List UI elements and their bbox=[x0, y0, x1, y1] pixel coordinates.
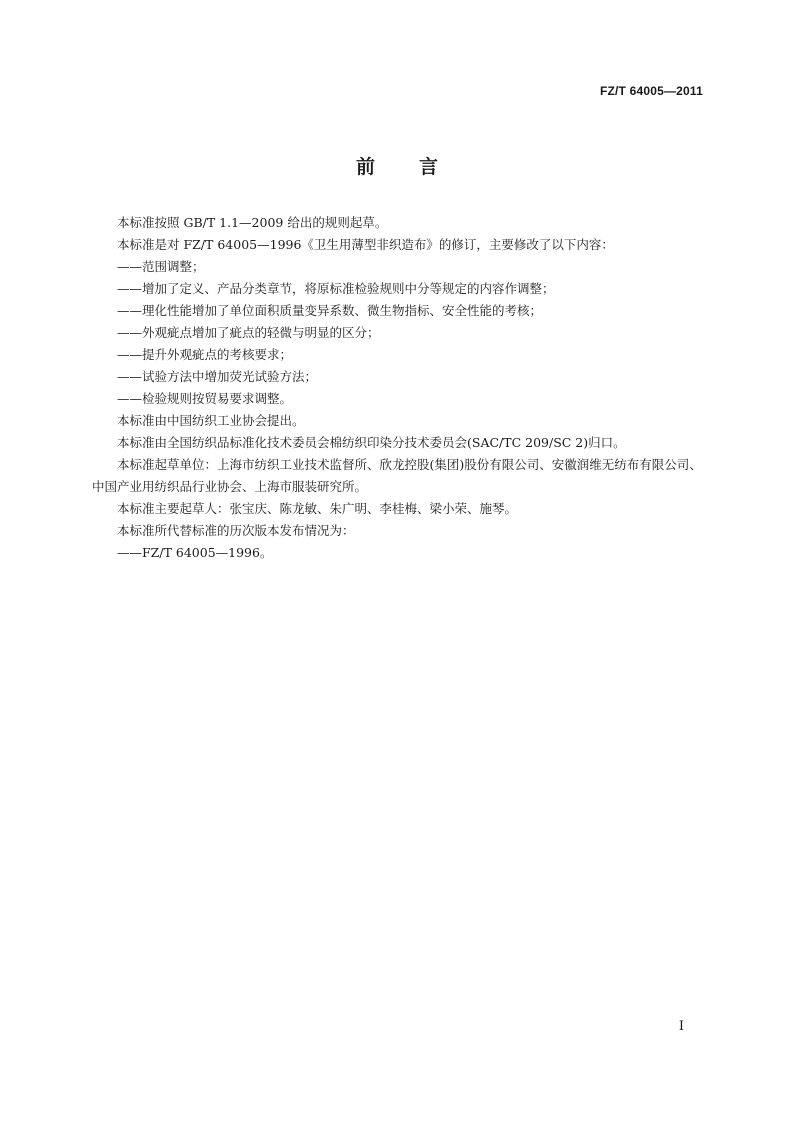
change-item-definitions: ——增加了定义、产品分类章节，将原标准检验规则中分等规定的内容作调整； bbox=[117, 281, 555, 296]
change-item-physical-chemical: ——理化性能增加了单位面积质量变异系数、微生物指标、安全性能的考核； bbox=[117, 303, 543, 318]
standard-number: FZ/T 64005—2011 bbox=[599, 84, 703, 98]
paragraph-revision-intro: 本标准是对 FZ/T 64005—1996《卫生用薄型非织造布》的修订，主要修改了以下内容： bbox=[117, 237, 614, 252]
replaced-version-item: ——FZ/T 64005—1996。 bbox=[117, 545, 273, 560]
change-item-fluorescence-test: ——试验方法中增加荧光试验方法； bbox=[117, 369, 318, 384]
paragraph-drafting-rules: 本标准按照 GB/T 1.1—2009 给出的规则起草。 bbox=[117, 215, 388, 230]
paragraph-proposed-by: 本标准由中国纺织工业协会提出。 bbox=[117, 413, 305, 428]
paragraph-replaced-versions: 本标准所代替标准的历次版本发布情况为： bbox=[117, 523, 355, 538]
paragraph-centralized-by: 本标准由全国纺织品标准化技术委员会棉纺织印染分技术委员会(SAC/TC 209/SC 2)归口。 bbox=[117, 435, 626, 450]
foreword-body bbox=[92, 212, 706, 564]
paragraph-main-drafters: 本标准主要起草人：张宝庆、陈龙敏、朱广明、李桂梅、梁小荣、施琴。 bbox=[117, 501, 518, 516]
paragraph-drafting-units: 本标准起草单位：上海市纺织工业技术监督所、欣龙控股(集团)股份有限公司、安徽润维无纺布有限公司、中国产业用纺织品行业协会、上海市服装研究所。 bbox=[92, 457, 702, 494]
change-item-defect-distinction: ——外观疵点增加了疵点的轻微与明显的区分； bbox=[117, 325, 380, 340]
change-item-inspection-rules: ——检验规则按贸易要求调整。 bbox=[117, 391, 293, 406]
change-item-scope: ——范围调整； bbox=[117, 259, 205, 274]
page-title: 前言 bbox=[355, 156, 482, 178]
change-item-defect-requirements: ——提升外观疵点的考核要求； bbox=[117, 347, 293, 362]
page-number: I bbox=[678, 1019, 684, 1034]
